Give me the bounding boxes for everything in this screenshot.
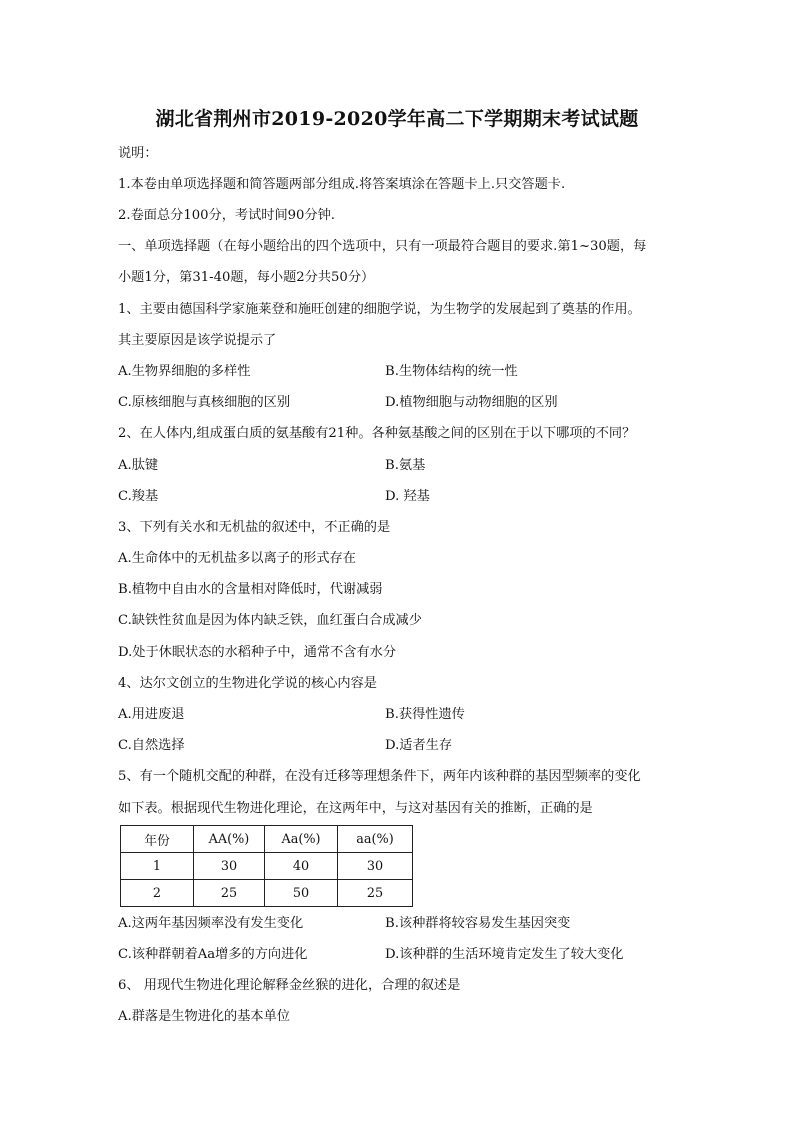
q4-option-b: B.获得性遗传 <box>385 707 465 722</box>
table-header-cell: Aa(%) <box>265 826 338 853</box>
q1-option-c: C.原核细胞与真核细胞的区别 <box>118 395 291 410</box>
q3-option-c: C.缺铁性贫血是因为体内缺乏铁，血红蛋白合成减少 <box>118 613 422 628</box>
table-cell: 50 <box>265 880 338 907</box>
table-cell: 2 <box>121 880 194 907</box>
table-header-cell: AA(%) <box>194 826 265 853</box>
q5-option-a: A.这两年基因频率没有发生变化 <box>118 916 304 931</box>
q5-option-c: C.该种群朝着Aa增多的方向进化 <box>118 947 308 962</box>
q4-option-a: A.用进废退 <box>118 707 185 722</box>
q2-option-d: D. 羟基 <box>385 489 430 504</box>
q1-option-d: D.植物细胞与动物细胞的区别 <box>385 395 558 410</box>
table-cell: 30 <box>338 853 413 880</box>
q2-option-a: A.肽键 <box>118 458 159 473</box>
q3-stem: 3、下列有关水和无机盐的叙述中，不正确的是 <box>118 520 391 535</box>
q2-option-c: C.羧基 <box>118 489 159 504</box>
table-cell: 25 <box>194 880 265 907</box>
q1-option-b: B.生物体结构的统一性 <box>385 364 518 379</box>
table-header-row <box>121 826 413 853</box>
genotype-frequency-table <box>120 825 413 907</box>
q6-option-a: A.群落是生物进化的基本单位 <box>118 1009 290 1024</box>
table-cell: 30 <box>194 853 265 880</box>
q5-stem-line1: 5、有一个随机交配的种群，在没有迁移等理想条件下，两年内该种群的基因型频率的变化 <box>118 769 641 784</box>
table-cell: 40 <box>265 853 338 880</box>
q3-option-d: D.处于休眠状态的水稻种子中，通常不含有水分 <box>118 645 397 660</box>
q5-stem-line2: 如下表。根据现代生物进化理论，在这两年中，与这对基因有关的推断，正确的是 <box>118 801 593 816</box>
table-row <box>121 880 413 907</box>
note-1: 1.本卷由单项选择题和简答题两部分组成.将答案填涂在答题卡上.只交答题卡. <box>118 177 566 192</box>
q4-option-c: C.自然选择 <box>118 738 185 753</box>
q1-option-a: A.生物界细胞的多样性 <box>118 364 251 379</box>
q6-stem: 6、 用现代生物进化理论解释金丝猴的进化，合理的叙述是 <box>118 978 461 993</box>
q1-stem-line1: 1、主要由德国科学家施莱登和施旺创建的细胞学说，为生物学的发展起到了奠基的作用。 <box>118 302 641 317</box>
q4-stem: 4、达尔文创立的生物进化学说的核心内容是 <box>118 676 377 691</box>
q5-option-b: B.该种群将较容易发生基因突变 <box>385 916 571 931</box>
q3-option-a: A.生命体中的无机盐多以离子的形式存在 <box>118 551 356 566</box>
table-cell: 1 <box>121 853 194 880</box>
q5-option-d: D.该种群的生活环境肯定发生了较大变化 <box>385 947 624 962</box>
table-header-cell: aa(%) <box>338 826 413 853</box>
q1-stem-line2: 其主要原因是该学说提示了 <box>118 333 277 348</box>
section1-instruction-line2: 小题1分，第31-40题，每小题2分共50分） <box>118 270 375 285</box>
q3-option-b: B.植物中自由水的含量相对降低时，代谢减弱 <box>118 582 383 597</box>
section1-instruction-line1: 一、单项选择题（在每小题给出的四个选项中，只有一项最符合题目的要求.第1~30题，每 <box>118 239 647 254</box>
notes-heading: 说明： <box>118 146 158 161</box>
table-cell: 25 <box>338 880 413 907</box>
note-2: 2.卷面总分100分，考试时间90分钟. <box>118 208 335 223</box>
q2-stem: 2、在人体内,组成蛋白质的氨基酸有21种。各种氨基酸之间的区别在于以下哪项的不同？ <box>118 426 636 441</box>
exam-title: 湖北省荆州市2019-2020学年高二下学期期末考试试题 <box>155 108 639 130</box>
table-header-cell: 年份 <box>121 826 194 853</box>
q2-option-b: B.氨基 <box>385 458 426 473</box>
q4-option-d: D.适者生存 <box>385 738 453 753</box>
table-row <box>121 853 413 880</box>
